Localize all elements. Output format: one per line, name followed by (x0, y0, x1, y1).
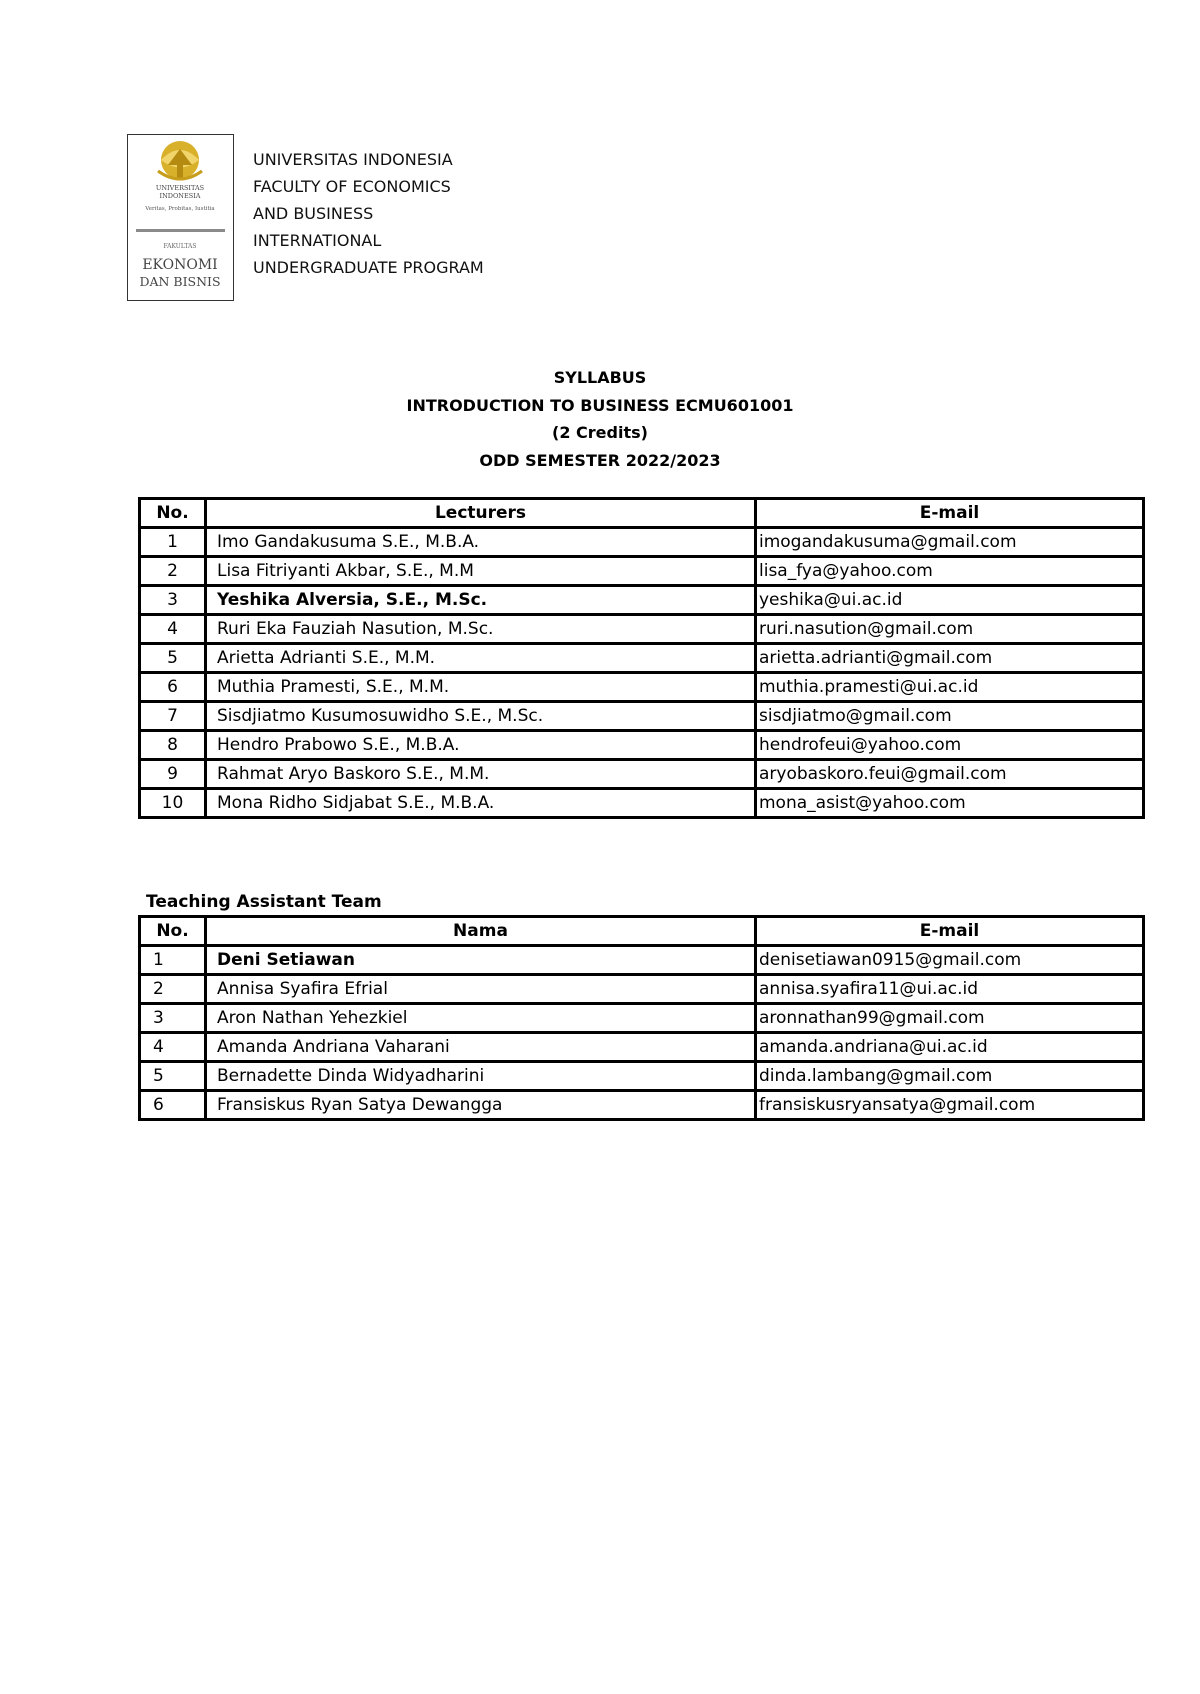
lecturer-name: Ruri Eka Fauziah Nasution, M.Sc. (206, 615, 756, 644)
lecturer-email: aryobaskoro.feui@gmail.com (756, 760, 1144, 789)
assistant-email: fransiskusryansatya@gmail.com (756, 1091, 1144, 1120)
table-row (140, 586, 1144, 615)
lecturer-name: Yeshika Alversia, S.E., M.Sc. (206, 586, 756, 615)
table-row (140, 1062, 1144, 1091)
lecturer-name: Imo Gandakusuma S.E., M.B.A. (206, 528, 756, 557)
table-header-row (140, 917, 1144, 946)
table-row (140, 702, 1144, 731)
logo-line-3: Veritas, Probitas, Iustitia (145, 206, 215, 212)
institution-name (253, 146, 484, 281)
course-credits: (2 Credits) (552, 423, 648, 442)
column-header-nama: Nama (206, 917, 756, 946)
syllabus-title (0, 364, 1200, 474)
lecturer-name: Mona Ridho Sidjabat S.E., M.B.A. (206, 789, 756, 818)
institution-line: FACULTY OF ECONOMICS (253, 177, 451, 196)
logo-line-4: FAKULTAS (163, 243, 197, 250)
lecturer-name: Muthia Pramesti, S.E., M.M. (206, 673, 756, 702)
course-title: INTRODUCTION TO BUSINESS ECMU601001 (406, 395, 794, 415)
lecturer-email: muthia.pramesti@ui.ac.id (756, 673, 1144, 702)
table-header-row (140, 499, 1144, 528)
logo-line-6: DAN BISNIS (139, 274, 221, 289)
column-header-email: E-mail (756, 917, 1144, 946)
table-row (140, 760, 1144, 789)
institution-line: AND BUSINESS (253, 204, 374, 223)
lecturer-name: Rahmat Aryo Baskoro S.E., M.M. (206, 760, 756, 789)
assistant-name: Bernadette Dinda Widyadharini (206, 1062, 756, 1091)
assistant-email: amanda.andriana@ui.ac.id (756, 1033, 1144, 1062)
row-number: 1 (140, 946, 206, 975)
row-number: 3 (140, 1004, 206, 1033)
row-number: 6 (140, 673, 206, 702)
row-number: 9 (140, 760, 206, 789)
table-row (140, 615, 1144, 644)
lecturer-name: Sisdjiatmo Kusumosuwidho S.E., M.Sc. (206, 702, 756, 731)
assistant-name: Deni Setiawan (206, 946, 756, 975)
lecturer-name: Hendro Prabowo S.E., M.B.A. (206, 731, 756, 760)
row-number: 2 (140, 975, 206, 1004)
table-row (140, 731, 1144, 760)
row-number: 5 (140, 1062, 206, 1091)
logo-line-2: INDONESIA (159, 192, 201, 200)
row-number: 8 (140, 731, 206, 760)
lecturer-email: mona_asist@yahoo.com (756, 789, 1144, 818)
column-header-no: No. (140, 917, 206, 946)
lecturer-email: imogandakusuma@gmail.com (756, 528, 1144, 557)
lecturer-name: Lisa Fitriyanti Akbar, S.E., M.M (206, 557, 756, 586)
table-row (140, 975, 1144, 1004)
logo-line-1: UNIVERSITAS (155, 184, 205, 192)
table-row (140, 1033, 1144, 1062)
assistant-name: Annisa Syafira Efrial (206, 975, 756, 1004)
feb-ui-logo (127, 134, 234, 301)
ta-team-caption: Teaching Assistant Team (146, 892, 382, 912)
row-number: 2 (140, 557, 206, 586)
table-row (140, 644, 1144, 673)
institution-line: UNDERGRADUATE PROGRAM (253, 258, 484, 277)
lecturer-name: Arietta Adrianti S.E., M.M. (206, 644, 756, 673)
syllabus-heading: SYLLABUS (553, 368, 647, 387)
assistant-name: Aron Nathan Yehezkiel (206, 1004, 756, 1033)
row-number: 4 (140, 1033, 206, 1062)
ui-emblem-icon (158, 141, 202, 179)
assistant-email: denisetiawan0915@gmail.com (756, 946, 1144, 975)
table-row (140, 1004, 1144, 1033)
lecturer-email: lisa_fya@yahoo.com (756, 557, 1144, 586)
row-number: 7 (140, 702, 206, 731)
row-number: 1 (140, 528, 206, 557)
assistant-email: aronnathan99@gmail.com (756, 1004, 1144, 1033)
lecturers-table (138, 497, 1145, 819)
table-row (140, 946, 1144, 975)
row-number: 4 (140, 615, 206, 644)
assistant-name: Amanda Andriana Vaharani (206, 1033, 756, 1062)
lecturer-email: arietta.adrianti@gmail.com (756, 644, 1144, 673)
lecturer-email: yeshika@ui.ac.id (756, 586, 1144, 615)
row-number: 10 (140, 789, 206, 818)
assistant-name: Fransiskus Ryan Satya Dewangga (206, 1091, 756, 1120)
column-header-no: No. (140, 499, 206, 528)
semester: ODD SEMESTER 2022/2023 (479, 450, 721, 470)
table-row (140, 1091, 1144, 1120)
lecturer-email: ruri.nasution@gmail.com (756, 615, 1144, 644)
institution-line: INTERNATIONAL (253, 231, 382, 250)
logo-divider (136, 229, 225, 232)
assistant-email: annisa.syafira11@ui.ac.id (756, 975, 1144, 1004)
row-number: 6 (140, 1091, 206, 1120)
table-row (140, 673, 1144, 702)
column-header-email: E-mail (756, 499, 1144, 528)
logo-line-5: EKONOMI (142, 257, 218, 273)
column-header-lecturers: Lecturers (206, 499, 756, 528)
assistant-email: dinda.lambang@gmail.com (756, 1062, 1144, 1091)
row-number: 5 (140, 644, 206, 673)
row-number: 3 (140, 586, 206, 615)
lecturer-email: hendrofeui@yahoo.com (756, 731, 1144, 760)
assistants-table (138, 915, 1145, 1121)
table-row (140, 789, 1144, 818)
table-row (140, 557, 1144, 586)
lecturer-email: sisdjiatmo@gmail.com (756, 702, 1144, 731)
institution-line: UNIVERSITAS INDONESIA (253, 150, 453, 169)
table-row (140, 528, 1144, 557)
